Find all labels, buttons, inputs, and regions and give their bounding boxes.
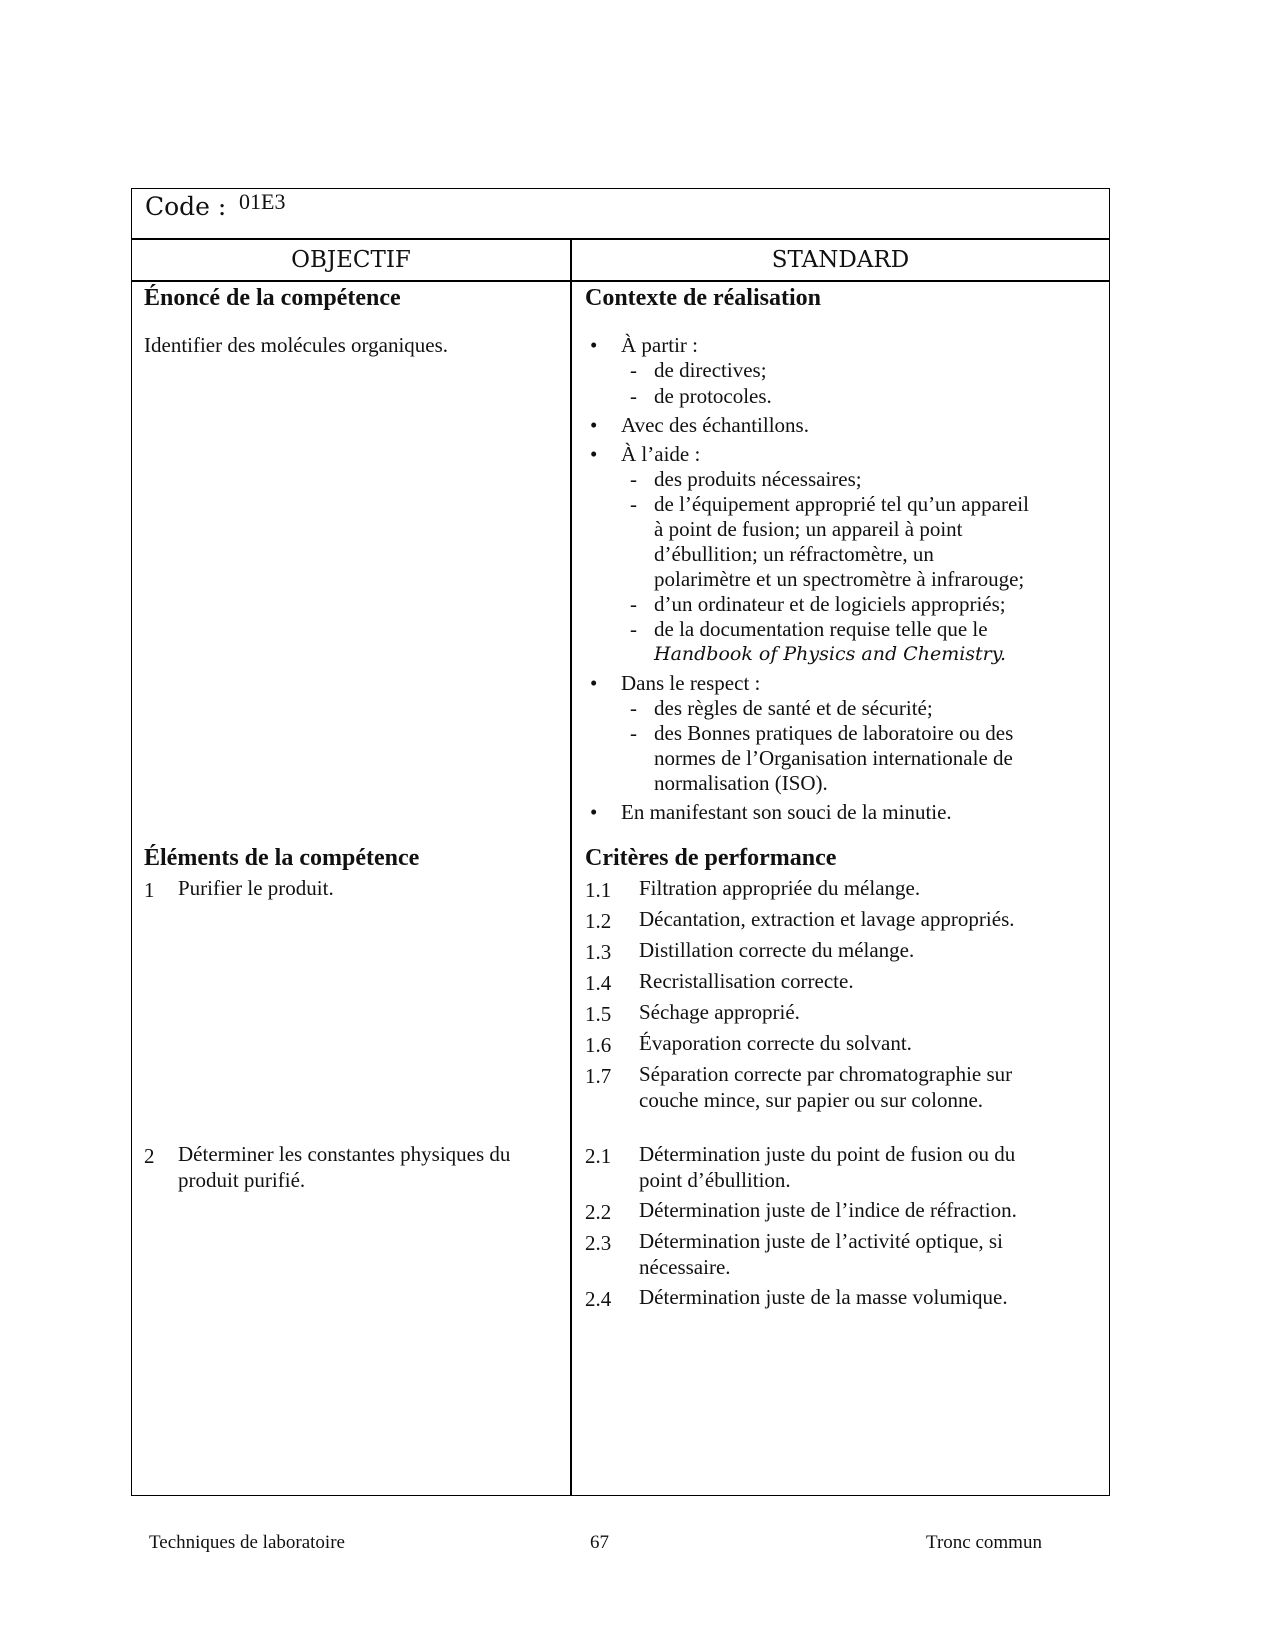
criterion-text: Détermination juste de l’indice de réfraction.: [639, 1198, 1017, 1222]
footer-left: Techniques de laboratoire: [149, 1532, 345, 1553]
context-subitem: des Bonnes pratiques de laboratoire ou des: [654, 721, 1014, 745]
code-label: Code :: [145, 192, 227, 221]
header-objectif: OBJECTIF: [291, 247, 411, 273]
criterion-number: 1.4: [585, 971, 612, 995]
competency-table: [131, 188, 1110, 1496]
criterion-number: 2.1: [585, 1144, 612, 1168]
criterion-text: nécessaire.: [639, 1255, 731, 1279]
criterion-text: Détermination juste de l’activité optique, si: [639, 1229, 1003, 1253]
criterion-text: Évaporation correcte du solvant.: [639, 1031, 912, 1055]
context-subitem: d’ébullition; un réfractomètre, un: [654, 542, 934, 566]
criterion-text: couche mince, sur papier ou sur colonne.: [639, 1088, 984, 1112]
criterion-number: 1.1: [585, 878, 612, 902]
criterion-number: 1.5: [585, 1002, 612, 1026]
code-row: [132, 189, 1109, 240]
context-subitem: normalisation (ISO).: [654, 771, 828, 795]
footer-right: Tronc commun: [926, 1532, 1042, 1553]
criterion-number: 1.2: [585, 909, 612, 933]
dash: -: [630, 721, 637, 745]
contexte-title: Contexte de réalisation: [585, 285, 821, 311]
criteres-title: Critères de performance: [585, 845, 837, 871]
criterion-number: 1.6: [585, 1033, 612, 1057]
context-subitem: Handbook of Physics and Chemistry.: [654, 643, 1007, 665]
context-item: Dans le respect :: [621, 671, 761, 695]
criterion-number: 2.4: [585, 1287, 612, 1311]
context-item: Avec des échantillons.: [621, 413, 809, 437]
criterion-text: Séparation correcte par chromatographie sur: [639, 1062, 1013, 1086]
criterion-text: Détermination juste de la masse volumique.: [639, 1285, 1008, 1309]
criterion-text: Filtration appropriée du mélange.: [639, 876, 921, 900]
element-number: 1: [144, 878, 155, 902]
criterion-text: Recristallisation correcte.: [639, 969, 854, 993]
dash: -: [630, 592, 637, 616]
element-text: Purifier le produit.: [178, 876, 334, 900]
criterion-text: Séchage approprié.: [639, 1000, 800, 1024]
bullet: •: [590, 442, 598, 466]
dash: -: [630, 467, 637, 491]
bullet: •: [590, 333, 598, 357]
context-item: En manifestant son souci de la minutie.: [621, 800, 952, 824]
criterion-number: 1.3: [585, 940, 612, 964]
context-subitem: polarimètre et un spectromètre à infrarouge;: [654, 567, 1025, 591]
dash: -: [630, 492, 637, 516]
context-subitem: de l’équipement approprié tel qu’un appareil: [654, 492, 1029, 516]
context-item: À l’aide :: [621, 442, 701, 466]
context-subitem: des produits nécessaires;: [654, 467, 862, 491]
context-subitem: des règles de santé et de sécurité;: [654, 696, 933, 720]
context-subitem: normes de l’Organisation internationale de: [654, 746, 1013, 770]
dash: -: [630, 617, 637, 641]
header-standard: STANDARD: [771, 247, 910, 273]
context-subitem: à point de fusion; un appareil à point: [654, 517, 963, 541]
dash: -: [630, 384, 637, 408]
bullet: •: [590, 671, 598, 695]
bullet: •: [590, 413, 598, 437]
criterion-text: point d’ébullition.: [639, 1168, 791, 1192]
criterion-number: 1.7: [585, 1064, 612, 1088]
criterion-text: Décantation, extraction et lavage appropriés.: [639, 907, 1015, 931]
criterion-number: 2.2: [585, 1200, 612, 1224]
criterion-text: Détermination juste du point de fusion ou du: [639, 1142, 1016, 1166]
column-divider: [570, 238, 572, 1495]
element-number: 2: [144, 1144, 155, 1168]
header-row: [132, 240, 1109, 282]
context-subitem: de directives;: [654, 358, 767, 382]
enonce-text: Identifier des molécules organiques.: [144, 333, 449, 357]
element-text: produit purifié.: [178, 1168, 306, 1192]
bullet: •: [590, 800, 598, 824]
page-number: 67: [590, 1532, 609, 1553]
criterion-number: 2.3: [585, 1231, 612, 1255]
context-item: À partir :: [621, 333, 698, 357]
context-subitem: de protocoles.: [654, 384, 772, 408]
criterion-text: Distillation correcte du mélange.: [639, 938, 915, 962]
enonce-title: Énoncé de la compétence: [144, 285, 401, 311]
dash: -: [630, 358, 637, 382]
context-subitem: de la documentation requise telle que le: [654, 617, 988, 641]
context-subitem: d’un ordinateur et de logiciels appropriés;: [654, 592, 1006, 616]
elements-title: Éléments de la compétence: [144, 845, 420, 871]
dash: -: [630, 696, 637, 720]
code-value: 01E3: [239, 189, 286, 214]
element-text: Déterminer les constantes physiques du: [178, 1142, 511, 1166]
